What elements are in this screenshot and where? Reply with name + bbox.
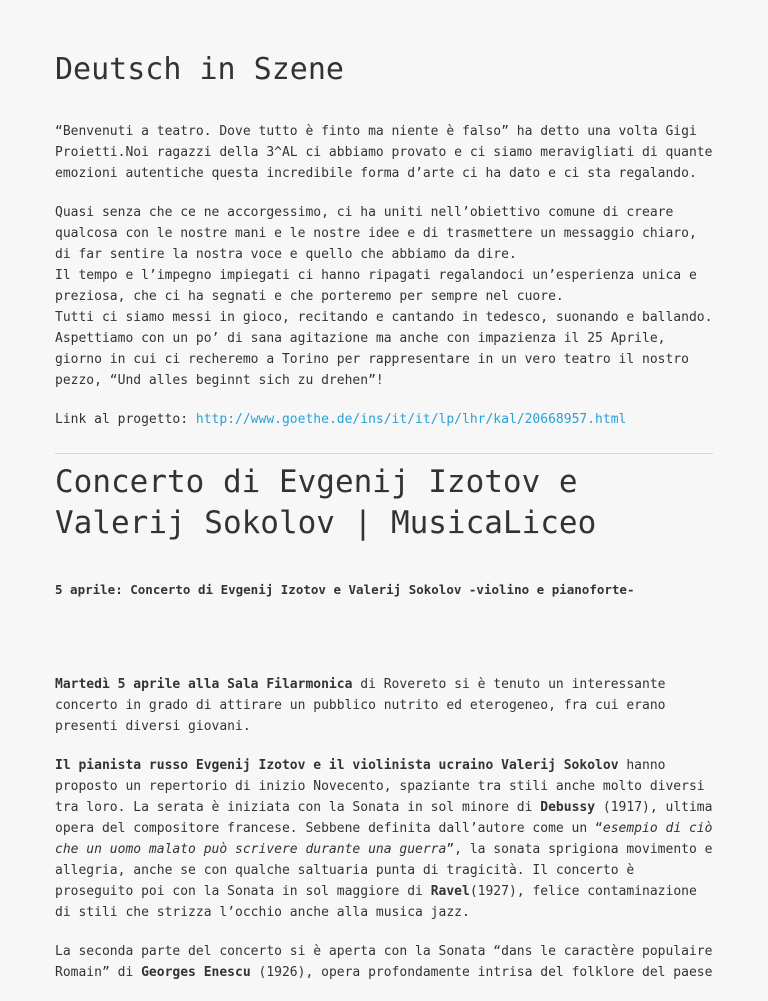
bold-text: Il pianista russo Evgenij Izotov e il violinista ucraino Valerij Sokolov [55, 758, 619, 773]
project-link[interactable]: http://www.goethe.de/ins/it/it/lp/lhr/kal/20668957.html [195, 412, 627, 427]
body-text: hanno proposto un repertorio di inizio Novecento, spaziante tra stili anche molto diversi tra loro. La serata è iniziata con la Sonata in sol minore di [55, 758, 705, 815]
body-line: Tutti ci siamo messi in gioco, recitando e cantando in tedesco, suonando e ballando. [55, 310, 713, 325]
body-text: (1927), felice contaminazione di stili che strizza l’occhio anche alla musica jazz. [55, 884, 697, 920]
spacer [55, 618, 715, 674]
body-text: La seconda parte del concerto si è aperta con la Sonata “dans le caractère populaire Romain” di [55, 944, 713, 980]
italic-quote: esempio di ciò che un uomo malato può scrivere durante una guerra [55, 821, 713, 857]
body-paragraph [55, 941, 715, 983]
body-line: Il tempo e l’impegno impiegati ci hanno ripagati regalandoci un’esperienza unica e preziosa, che ci ha segnati e che porteremo per sempre nel cuore. [55, 268, 697, 304]
bold-text: Debussy [540, 800, 596, 815]
body-paragraph [55, 202, 715, 391]
article-subtitle: 5 aprile: Concerto di Evgenij Izotov e Valerij Sokolov -violino e pianoforte- [55, 582, 635, 597]
body-line: Quasi senza che ce ne accorgessimo, ci ha uniti nell’obiettivo comune di creare qualcosa con le nostre mani e le nostre idee e di trasmettere un messaggio chiaro, di far sentire la nostra voce e quello che abbiamo da dire. [55, 205, 697, 262]
bold-text: Georges Enescu [141, 965, 251, 980]
article-deutsch-in-szene [55, 50, 715, 448]
body-paragraph [55, 674, 715, 737]
article-divider [55, 453, 713, 454]
bold-text: Martedì 5 aprile alla Sala Filarmonica [55, 677, 353, 692]
body-line: Aspettiamo con un po’ di sana agitazione ma anche con impazienza il 25 Aprile, giorno in cui ci recheremo a Torino per rappresentare in un vero teatro il nostro pezzo, “Und alles beginnt sich zu drehen”! [55, 331, 689, 388]
article-title: Deutsch in Szene [55, 52, 344, 87]
article-concerto [55, 462, 715, 1001]
body-paragraph [55, 755, 715, 923]
body-text: ”, la sonata sprigiona movimento e allegria, anche se con qualche saltuaria punta di tragicità. Il concerto è proseguito poi con la Sonata in sol maggiore di [55, 842, 713, 899]
link-label: Link al progetto: [55, 412, 189, 427]
body-text: (1926), opera profondamente intrisa del folklore del paese [250, 965, 713, 980]
intro-paragraph: “Benvenuti a teatro. Dove tutto è finto ma niente è falso” ha detto una volta Gigi Proietti.Noi ragazzi della 3^AL ci abbiamo provato e ci siamo meravigliati di quante emozioni autentiche questa incredibile forma d’arte ci ha dato e ci sta regalando. [55, 124, 713, 181]
article-title: Concerto di Evgenij Izotov e Valerij Sokolov | MusicaLiceo [55, 464, 597, 541]
project-link-paragraph [55, 409, 715, 430]
body-text: di Rovereto si è tenuto un interessante concerto in grado di attirare un pubblico nutrito ed eterogeneo, fra cui erano presenti diversi giovani. [55, 677, 666, 734]
body-text: (1917), ultima opera del compositore francese. Sebbene definita dall’autore come un “ [55, 800, 713, 836]
bold-text: Ravel [430, 884, 470, 899]
